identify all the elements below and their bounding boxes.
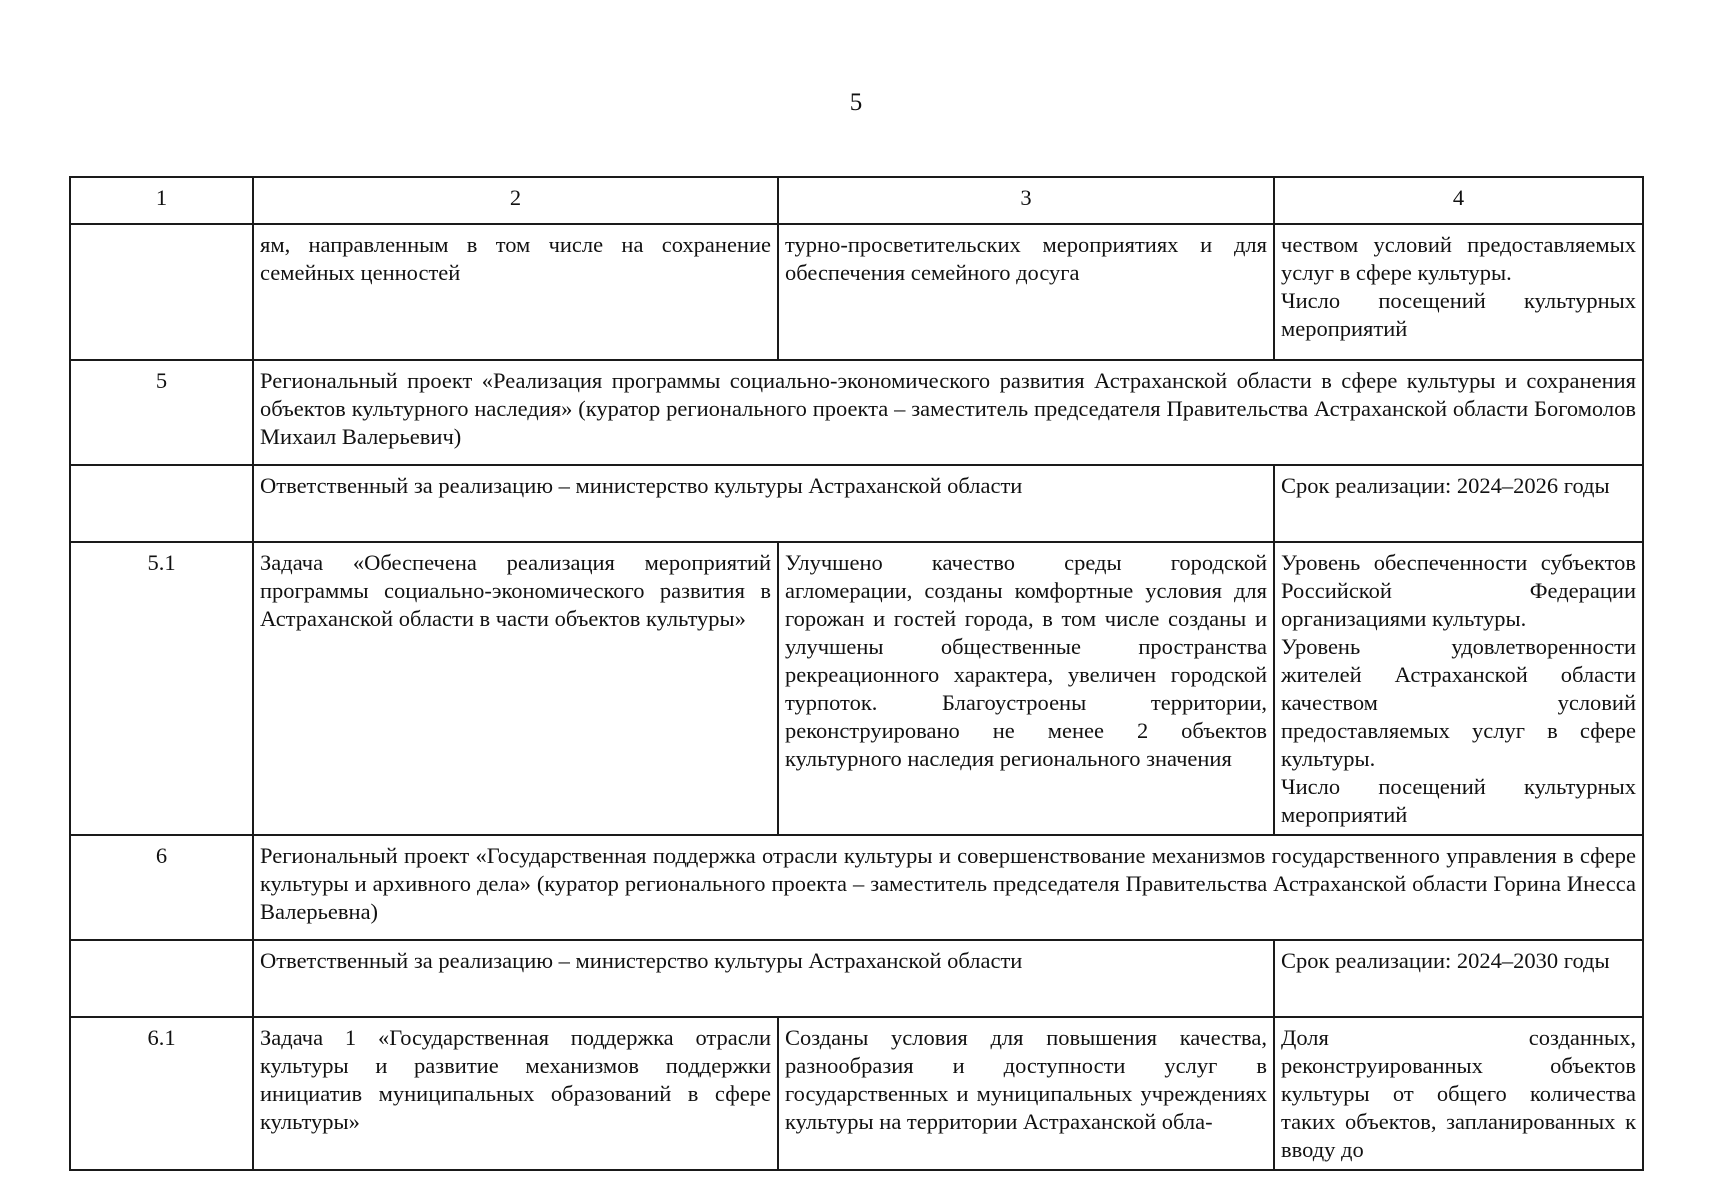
table-row-project-5 bbox=[70, 360, 1643, 465]
header-col-2: 2 bbox=[253, 177, 778, 224]
header-col-1: 1 bbox=[70, 177, 253, 224]
row-number: 5 bbox=[70, 360, 253, 465]
indicator-text: чеством условий предоставляемых услуг в сфере культуры. bbox=[1281, 232, 1636, 285]
table-row-responsible bbox=[70, 940, 1643, 1017]
table-row-task-5-1 bbox=[70, 542, 1643, 835]
indicator-text: Число посещений культурных мероприятий bbox=[1281, 288, 1636, 341]
term-cell: Срок реализации: 2024–2026 годы bbox=[1274, 465, 1643, 542]
project-title: Региональный проект «Государственная поддержка отрасли культуры и совершенствование механизмов государственного управления в сфере культуры и архивного дела» (куратор регионального проекта – заместитель председателя Правительства Астраханской области Горина Инесса Валерьевна) bbox=[253, 835, 1643, 940]
indicator-text: Уровень удовлетворенности жителей Астраханской области качеством условий предоставляемых услуг в сфере культуры. bbox=[1281, 634, 1636, 771]
task-cell: ям, направленным в том числе на сохранение семейных ценностей bbox=[253, 224, 778, 360]
task-cell: Задача 1 «Государственная поддержка отрасли культуры и развитие механизмов поддержки инициатив муниципальных образований в сфере культуры» bbox=[253, 1017, 778, 1170]
row-number: 5.1 bbox=[70, 542, 253, 835]
indicator-cell bbox=[1274, 224, 1643, 360]
row-number bbox=[70, 940, 253, 1017]
indicator-cell: Доля созданных, реконструированных объектов культуры от общего количества таких объектов, запланированных к вводу до bbox=[1274, 1017, 1643, 1170]
row-number bbox=[70, 465, 253, 542]
program-table bbox=[69, 176, 1644, 1171]
indicator-text: Число посещений культурных мероприятий bbox=[1281, 774, 1636, 827]
result-cell: Созданы условия для повышения качества, разнообразия и доступности услуг в государственных и муниципальных учреждениях культуры на территории Астраханской обла- bbox=[778, 1017, 1274, 1170]
indicator-text: Уровень обеспеченности субъектов Российской Федерации организациями культуры. bbox=[1281, 550, 1636, 631]
result-cell: турно-просветительских мероприятиях и для обеспечения семейного досуга bbox=[778, 224, 1274, 360]
row-number bbox=[70, 224, 253, 360]
responsible-cell: Ответственный за реализацию – министерство культуры Астраханской области bbox=[253, 465, 1274, 542]
row-number: 6.1 bbox=[70, 1017, 253, 1170]
row-number: 6 bbox=[70, 835, 253, 940]
project-title: Региональный проект «Реализация программы социально-экономического развития Астраханской области в сфере культуры и сохранения объектов культурного наследия» (куратор регионального проекта – заместитель председателя Правительства Астраханской области Богомолов Михаил Валерьевич) bbox=[253, 360, 1643, 465]
table-row-responsible bbox=[70, 465, 1643, 542]
term-cell: Срок реализации: 2024–2030 годы bbox=[1274, 940, 1643, 1017]
responsible-cell: Ответственный за реализацию – министерство культуры Астраханской области bbox=[253, 940, 1274, 1017]
task-cell: Задача «Обеспечена реализация мероприятий программы социально-экономического развития в Астраханской области в части объектов культуры» bbox=[253, 542, 778, 835]
table-row-project-6 bbox=[70, 835, 1643, 940]
header-col-4: 4 bbox=[1274, 177, 1643, 224]
table-row bbox=[70, 224, 1643, 360]
indicator-cell bbox=[1274, 542, 1643, 835]
result-cell: Улучшено качество среды городской агломерации, созданы комфортные условия для горожан и гостей города, в том числе созданы и улучшены общественные пространства рекреационного характера, увеличен городской турпоток. Благоустроены территории, реконструировано не менее 2 объектов культурного наследия регионального значения bbox=[778, 542, 1274, 835]
table-row-task-6-1 bbox=[70, 1017, 1643, 1170]
header-col-3: 3 bbox=[778, 177, 1274, 224]
table-header-row bbox=[70, 177, 1643, 224]
page-number: 5 bbox=[849, 89, 863, 116]
